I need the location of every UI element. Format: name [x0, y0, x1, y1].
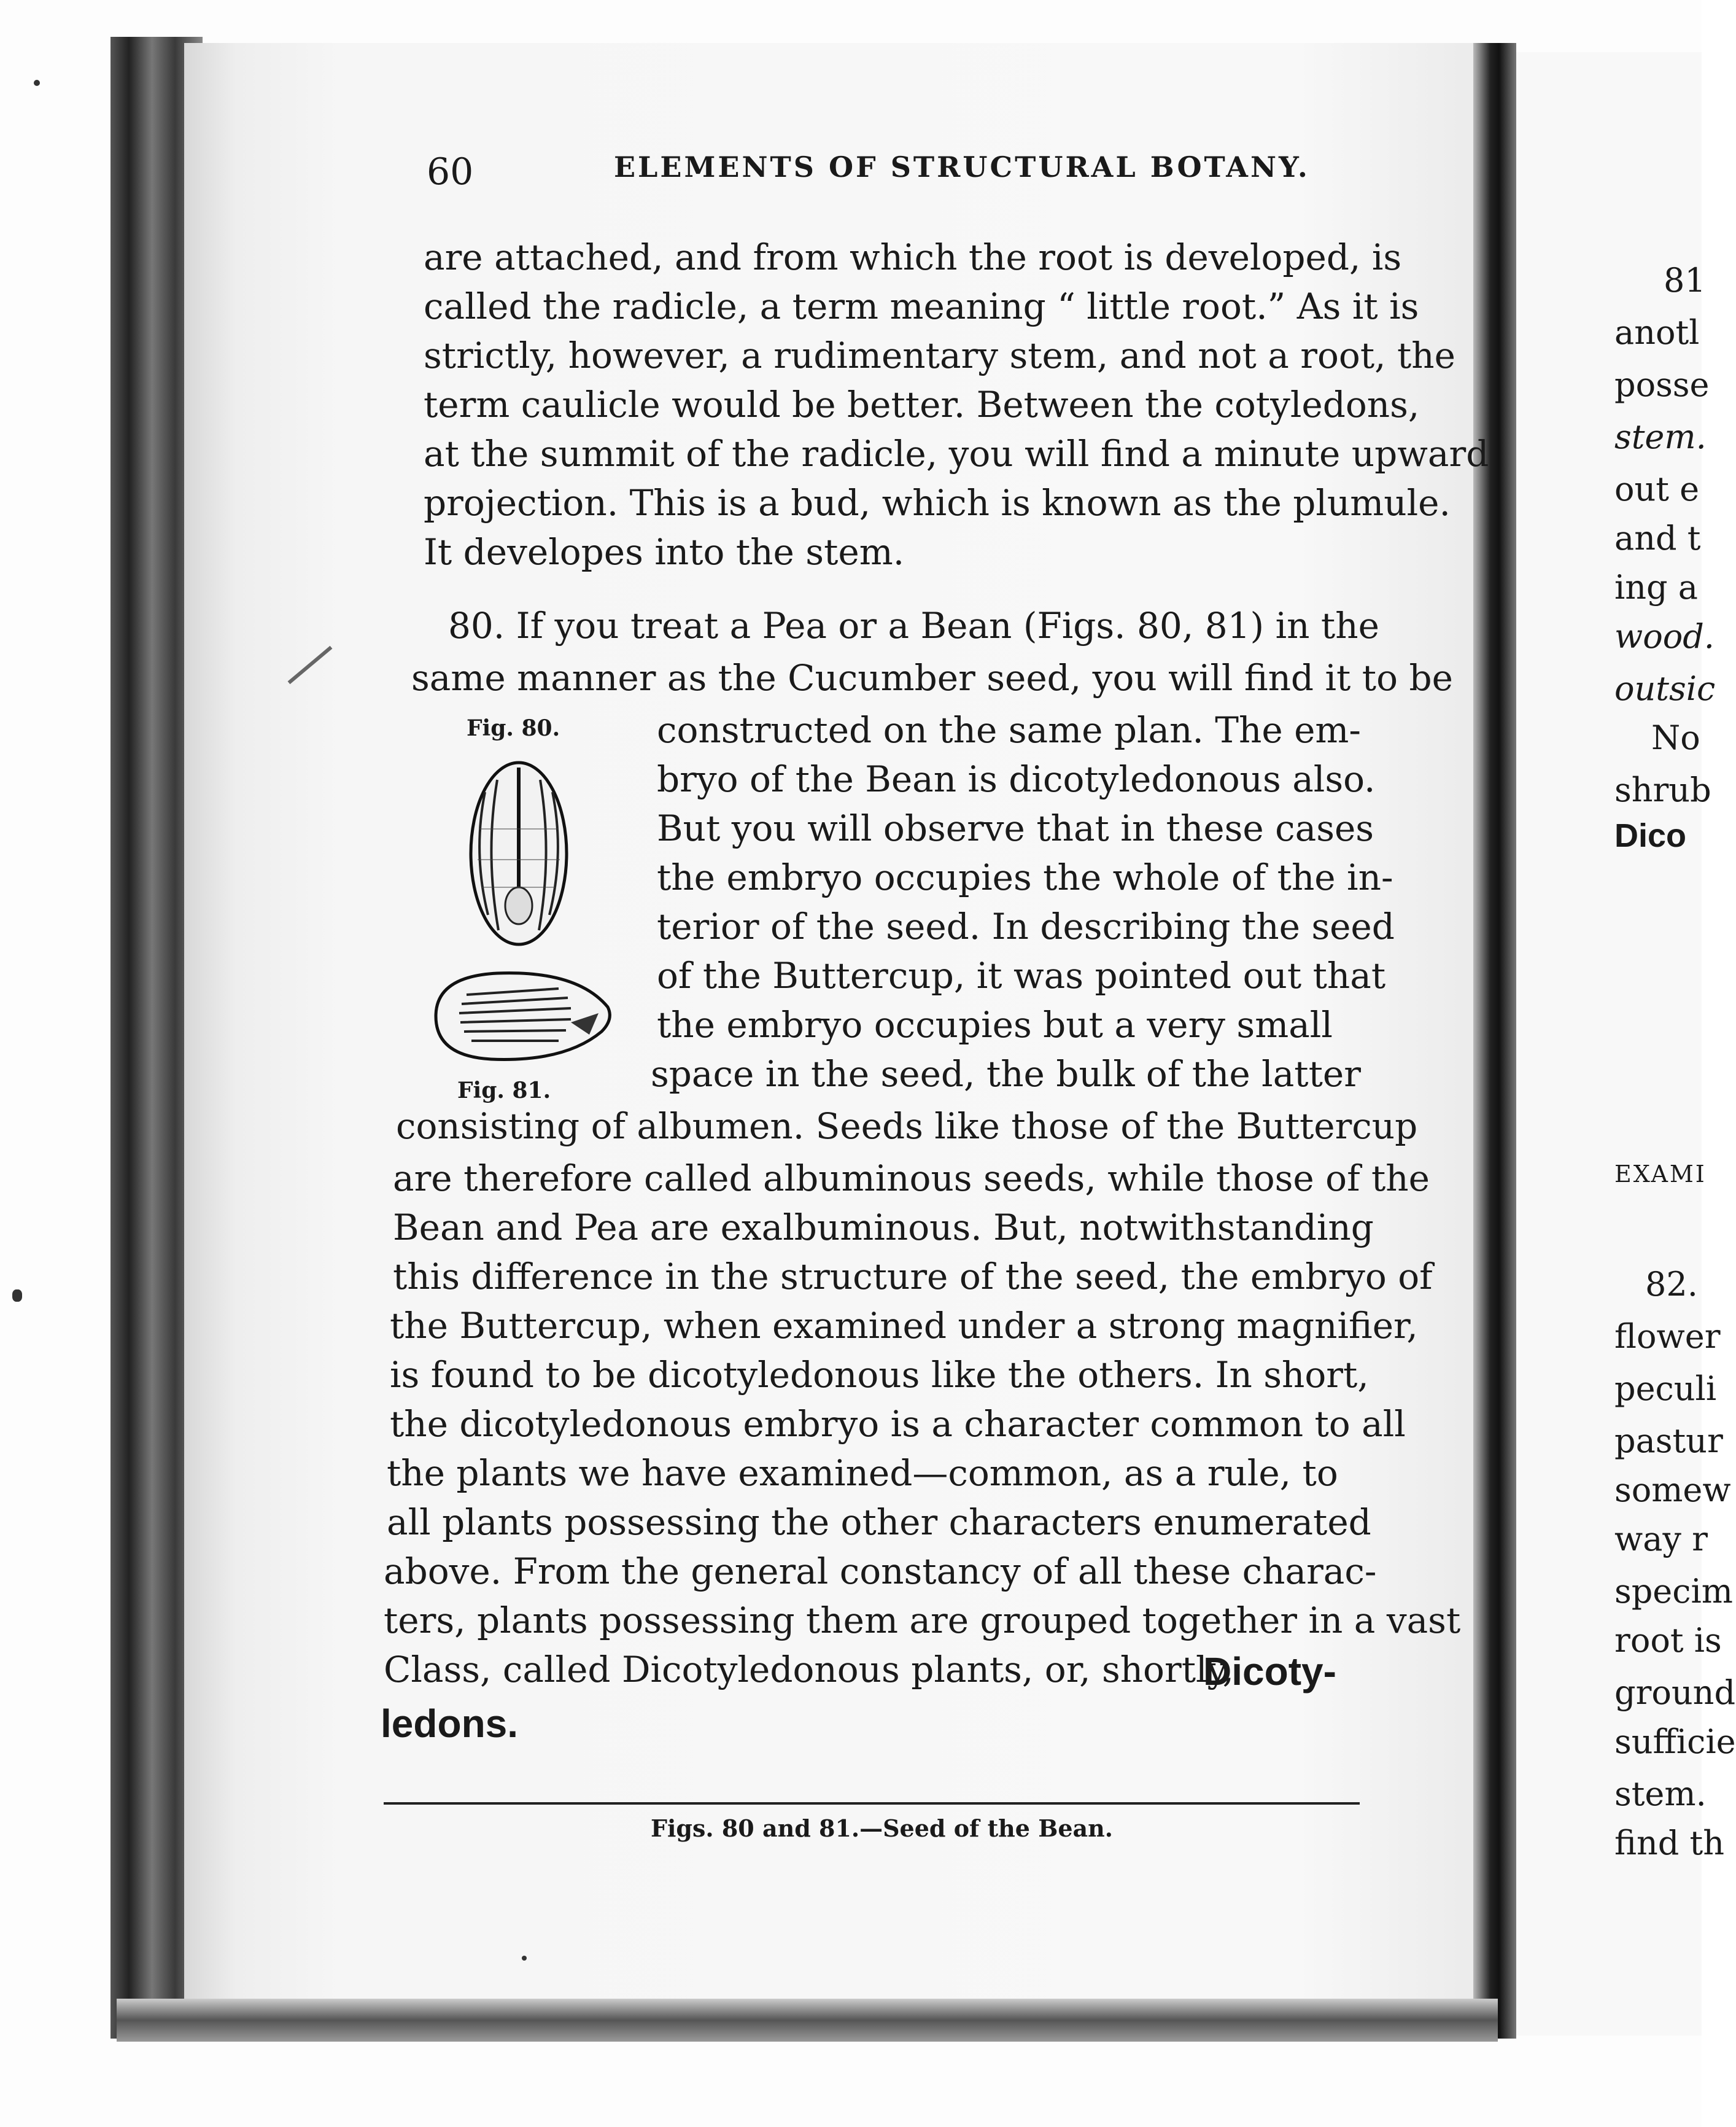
text-line: the dicotyledonous embryo is a character common to all [390, 1403, 1406, 1445]
text-line: Class, called Dicotyledonous plants, or, shortly, [384, 1649, 1234, 1690]
right-text-line: pastur [1614, 1421, 1723, 1460]
right-text-line: flower [1614, 1317, 1721, 1356]
book-bottom-edge [117, 1999, 1498, 2042]
right-text-line: 81 [1664, 261, 1706, 300]
text-line: all plants possessing the other characters enumerated [387, 1501, 1371, 1543]
text-line: Bean and Pea are exalbuminous. But, notwithstanding [393, 1207, 1374, 1248]
right-text-line: sufficie [1614, 1722, 1736, 1761]
scan-speck [34, 80, 40, 86]
text-line: are therefore called albuminous seeds, while those of the [393, 1157, 1430, 1199]
right-text-line: find th [1614, 1824, 1725, 1862]
right-text-line: shrub [1614, 771, 1711, 809]
right-text-line: somew [1614, 1471, 1731, 1509]
right-text-line: stem. [1614, 418, 1707, 456]
right-text-line: ing a [1614, 568, 1698, 607]
text-line: this difference in the structure of the seed, the embryo of [393, 1256, 1433, 1297]
right-text-line: root is [1614, 1621, 1722, 1660]
scan-speck [522, 1956, 527, 1961]
text-line: of the Buttercup, it was pointed out that [657, 955, 1386, 997]
right-text-line: way r [1614, 1520, 1708, 1558]
caption-rule [384, 1802, 1360, 1805]
text-line: the plants we have examined—common, as a rule, to [387, 1452, 1338, 1494]
scan-speck [12, 1289, 22, 1302]
figure-caption: Figs. 80 and 81.—Seed of the Bean. [651, 1814, 1113, 1842]
right-text-line: No [1651, 718, 1700, 757]
text-line: ters, plants possessing them are grouped together in a vast [384, 1600, 1461, 1641]
text-line: are attached, and from which the root is developed, is [424, 236, 1402, 278]
running-title: ELEMENTS OF STRUCTURAL BOTANY. [614, 150, 1310, 184]
page-gutter [1473, 43, 1516, 2039]
text-line: projection. This is a bud, which is known as the plumule. [424, 482, 1451, 524]
right-text-line: EXAMI [1614, 1161, 1707, 1188]
text-line: at the summit of the radicle, you will find a minute upward [424, 433, 1489, 475]
bold-term-ledons: ledons. [381, 1701, 519, 1746]
right-text-line: wood. [1614, 617, 1715, 656]
text-line: called the radicle, a term meaning “ little root.” As it is [424, 286, 1419, 327]
right-text-line: ground [1614, 1673, 1736, 1712]
text-line: term caulicle would be better. Between the cotyledons, [424, 384, 1420, 426]
page-number: 60 [427, 150, 474, 193]
right-text-line: stem. [1614, 1775, 1707, 1813]
text-line: bryo of the Bean is dicotyledonous also. [657, 758, 1376, 800]
text-line: terior of the seed. In describing the seed [657, 906, 1395, 947]
right-text-line: out e [1614, 470, 1700, 508]
text-line: the embryo occupies the whole of the in- [657, 857, 1393, 898]
text-line: 80. If you treat a Pea or a Bean (Figs. 80, 81) in the [448, 605, 1379, 647]
right-text-line: Dico [1614, 817, 1687, 854]
bean-seed-figure-80 [460, 755, 577, 952]
text-line: same manner as the Cucumber seed, you will find it to be [411, 657, 1453, 699]
right-text-line: and t [1614, 519, 1701, 558]
right-text-line: 82. [1645, 1265, 1698, 1304]
text-line: constructed on the same plan. The em- [657, 709, 1362, 751]
right-text-line: peculi [1614, 1369, 1717, 1408]
text-line: strictly, however, a rudimentary stem, and not a root, the [424, 335, 1455, 376]
text-line: above. From the general constancy of all these charac- [384, 1550, 1377, 1592]
text-line: But you will observe that in these cases [657, 807, 1374, 849]
fig81-label: Fig. 81. [457, 1078, 551, 1103]
text-line: space in the seed, the bulk of the latter [651, 1053, 1361, 1095]
text-line: It developes into the stem. [424, 531, 905, 573]
right-text-line: outsic [1614, 669, 1716, 708]
right-text-line: anotl [1614, 313, 1700, 352]
text-line: is found to be dicotyledonous like the others. In short, [390, 1354, 1369, 1396]
right-text-line: specim [1614, 1572, 1733, 1611]
text-line: the Buttercup, when examined under a strong magnifier, [390, 1305, 1418, 1347]
text-line: the embryo occupies but a very small [657, 1004, 1333, 1046]
bean-seed-figure-81 [424, 964, 620, 1068]
bold-term-dicoty: Dicoty- [1203, 1649, 1336, 1693]
right-text-line: posse [1614, 365, 1710, 404]
text-line: consisting of albumen. Seeds like those of the Buttercup [396, 1105, 1418, 1147]
fig80-label: Fig. 80. [467, 715, 560, 741]
